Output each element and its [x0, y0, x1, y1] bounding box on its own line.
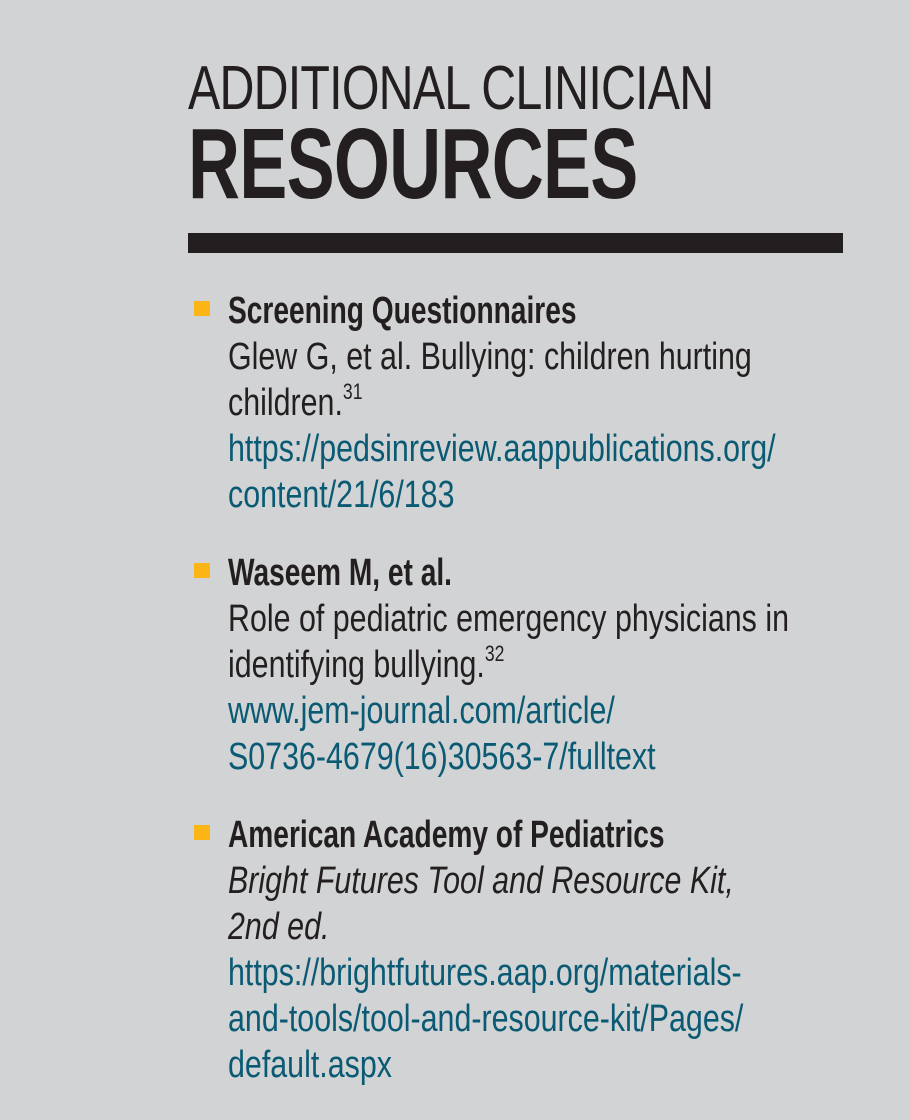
resource-link[interactable] [228, 688, 761, 734]
resource-item-waseem [194, 550, 894, 780]
resource-heading: Waseem M, et al. [228, 552, 453, 594]
square-bullet-icon [194, 301, 210, 316]
resource-link-line[interactable]: and-tools/tool-and-resource-kit/Pages/ [228, 998, 744, 1040]
resource-description-line: Role of pediatric emergency physicians in [228, 598, 789, 640]
square-bullet-icon [194, 563, 210, 578]
resource-link-continued[interactable] [228, 996, 761, 1042]
title-line-additional-clinician: ADDITIONAL CLINICIAN [188, 54, 714, 123]
citation-superscript: 31 [342, 379, 363, 404]
resource-link-continued[interactable] [228, 472, 761, 518]
citation-superscript: 32 [484, 641, 505, 666]
resource-description-line: 2nd ed. [228, 906, 330, 948]
title-line-resources: RESOURCES [188, 108, 638, 220]
resource-item-aap [194, 812, 894, 1088]
resource-link[interactable] [228, 426, 776, 472]
resource-link-line[interactable]: S0736-4679(16)30563-7/fulltext [228, 736, 656, 778]
resource-list [194, 288, 894, 1120]
page-header [188, 54, 848, 220]
resource-link-line[interactable]: content/21/6/183 [228, 474, 455, 516]
resource-description-line: identifying bullying.$^{32}$ [228, 641, 505, 686]
header-divider-rule [188, 233, 843, 253]
resource-item-screening-questionnaires [194, 288, 894, 518]
resource-description-line: children.$^{31}$ [228, 379, 363, 424]
resource-description-line: Bright Futures Tool and Resource Kit, [228, 860, 734, 902]
resource-heading: American Academy of Pediatrics [228, 814, 665, 856]
resource-description-line: Glew G, et al. Bullying: children hurting [228, 336, 752, 378]
resource-link[interactable] [228, 950, 761, 996]
resource-link-line[interactable]: default.aspx [228, 1044, 392, 1086]
resource-link-line[interactable]: www.jem-journal.com/article/ [228, 690, 615, 732]
resource-link-line[interactable]: https://pedsinreview.aappublications.org/ [228, 428, 776, 470]
resource-link-line[interactable]: https://brightfutures.aap.org/materials- [228, 952, 742, 994]
resource-heading: Screening Questionnaires [228, 290, 577, 332]
resource-link-continued[interactable] [228, 734, 761, 780]
resource-link-continued[interactable] [228, 1042, 761, 1088]
square-bullet-icon [194, 825, 210, 840]
